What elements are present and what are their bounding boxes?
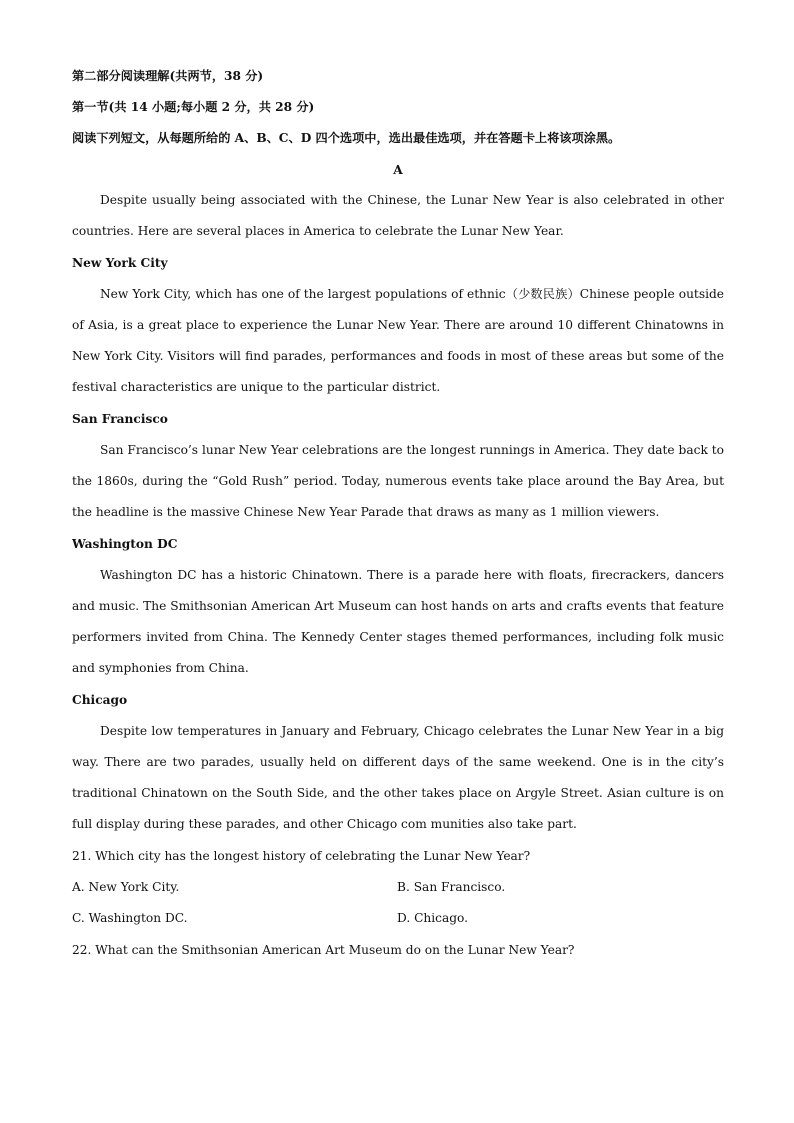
option-d[interactable]: D. Chicago. (397, 911, 469, 926)
section-heading-washington: Washington DC (72, 536, 178, 551)
option-b[interactable]: B. San Francisco. (397, 880, 506, 895)
section-heading-new-york: New York City (72, 256, 168, 271)
document-page (72, 65, 724, 970)
question-options-row (72, 876, 724, 907)
section-text-washington (72, 560, 724, 685)
section-text: Washington DC has a historic Chinatown. There is a parade here with floats, firecrackers, dancers and music. The Smithsonian American Art Museum can host hands on arts and crafts events that feature performers invited from China. The Kennedy Center stages themed performances, including folk music and symphonies from China. (72, 567, 724, 676)
section-text: New York City, which has one of the largest populations of ethnic（少数民族）Chinese people outside of Asia, is a great place to experience the Lunar New Year. There are around 10 different Chinatowns in New York City. Visitors will find parades, performances and foods in most of these areas but some of the festival characteristics are unique to the particular district. (72, 286, 724, 395)
passage-intro-text: Despite usually being associated with the Chinese, the Lunar New Year is also celebrated in other countries. Here are several places in America to celebrate the Lunar New Year. (72, 193, 724, 239)
option-c[interactable]: C. Washington DC. (72, 911, 188, 926)
section-text: Despite low temperatures in January and February, Chicago celebrates the Lunar New Year in a big way. There are two parades, usually held on different days of the same weekend. One is in the city’s traditional Chinatown on the South Side, and the other takes place on Argyle Street. Asian culture is on full display during these parades, and other Chicago com munities also take part. (72, 723, 724, 832)
part-heading: 第二部分阅读理解(共两节，38 分) (72, 69, 264, 83)
instructions: 阅读下列短文，从每题所给的 A、B、C、D 四个选项中，选出最佳选项，并在答题卡上将该项涂黑。 (72, 131, 621, 146)
passage-intro (72, 185, 724, 247)
section-text: San Francisco’s lunar New Year celebrations are the longest runnings in America. They date back to the 1860s, during the “Gold Rush” period. Today, numerous events take place around the Bay Area, but the headline is the massive Chinese New Year Parade that draws as many as 1 million viewers. (72, 442, 724, 520)
section-text-new-york (72, 279, 724, 404)
section-heading-chicago: Chicago (72, 692, 128, 707)
section-heading-san-francisco: San Francisco (72, 412, 168, 427)
section-heading: 第一节(共 14 小题;每小题 2 分，共 28 分) (72, 100, 315, 115)
question-options-row (72, 907, 724, 938)
section-text-chicago (72, 716, 724, 841)
section-text-san-francisco (72, 435, 724, 529)
option-a[interactable]: A. New York City. (72, 880, 180, 895)
question-stem-21: 21. Which city has the longest history of celebrating the Lunar New Year? (72, 848, 531, 863)
passage-label: A (393, 162, 403, 177)
question-stem-22: 22. What can the Smithsonian American Art Museum do on the Lunar New Year? (72, 942, 575, 957)
